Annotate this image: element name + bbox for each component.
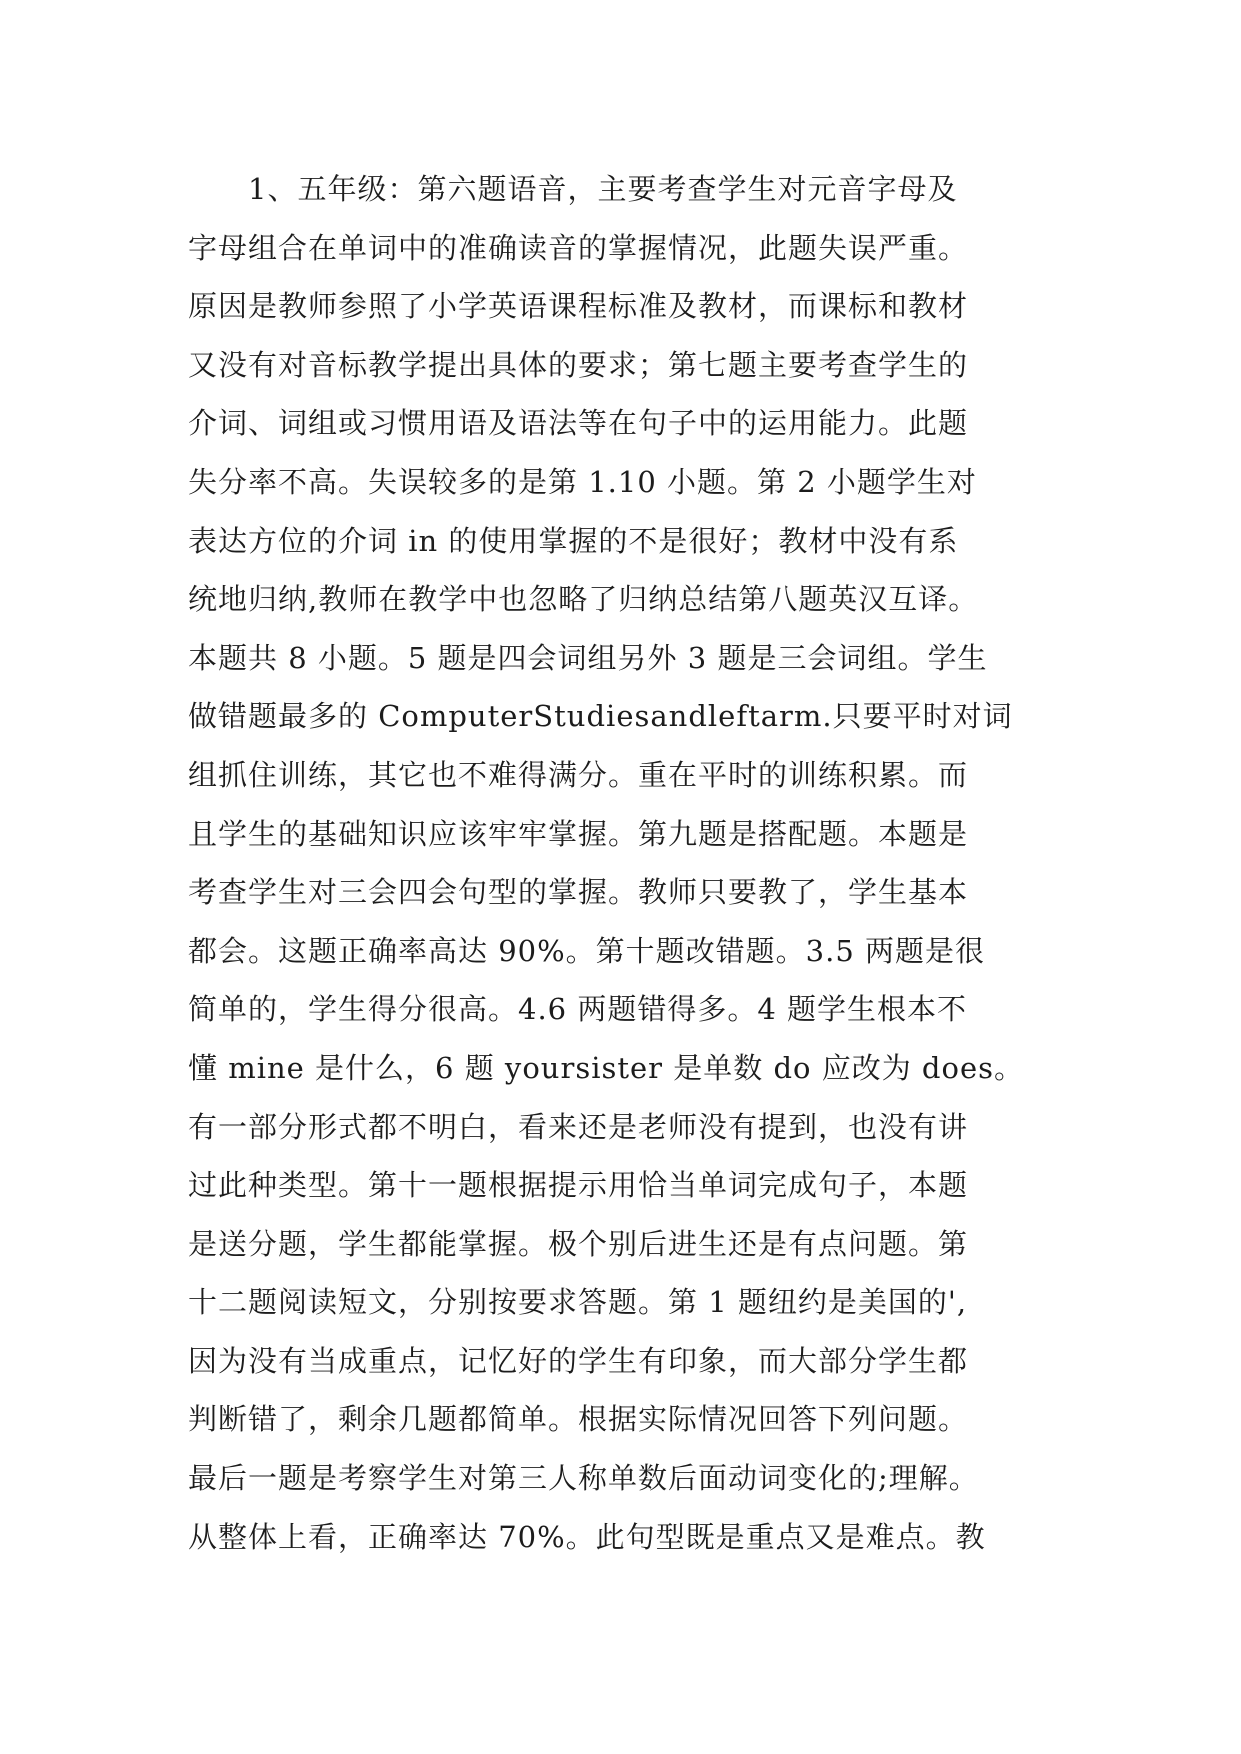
paragraph-line: 1、五年级：第六题语音，主要考查学生对元音字母及 [248,172,958,206]
paragraph-line: 都会。这题正确率高达 90%。第十题改错题。3.5 两题是很 [188,933,986,968]
paragraph-line: 组抓住训练，其它也不难得满分。重在平时的训练积累。而 [188,757,969,792]
paragraph-line: 是送分题，学生都能掌握。极个别后进生还是有点问题。第 [188,1226,969,1261]
paragraph-line: 做错题最多的 ComputerStudiesandleftarm.只要平时对词 [188,699,1013,734]
paragraph-line: 原因是教师参照了小学英语课程标准及教材，而课标和教材 [188,289,969,324]
paragraph-line: 统地归纳,教师在教学中也忽略了归纳总结第八题英汉互译。 [188,582,979,617]
paragraph-line: 表达方位的介词 in 的使用掌握的不是很好；教材中没有系 [188,523,959,558]
paragraph-line: 最后一题是考察学生对第三人称单数后面动词变化的;理解。 [188,1461,979,1496]
paragraph-line: 本题共 8 小题。5 题是四会词组另外 3 题是三会词组。学生 [188,640,988,675]
paragraph-line: 因为没有当成重点，记忆好的学生有印象，而大部分学生都 [188,1343,969,1378]
paragraph-line: 过此种类型。第十一题根据提示用恰当单词完成句子，本题 [188,1168,969,1203]
paragraph-line: 又没有对音标教学提出具体的要求；第七题主要考查学生的 [188,347,969,382]
paragraph-line: 介词、词组或习惯用语及语法等在句子中的运用能力。此题 [188,406,969,441]
paragraph-line: 字母组合在单词中的准确读音的掌握情况，此题失误严重。 [188,230,969,265]
paragraph-line: 从整体上看，正确率达 70%。此句型既是重点又是难点。教 [188,1519,986,1554]
paragraph-line: 且学生的基础知识应该牢牢掌握。第九题是搭配题。本题是 [188,816,969,851]
paragraph-line: 失分率不高。失误较多的是第 1.10 小题。第 2 小题学生对 [188,464,977,499]
paragraph-line: 有一部分形式都不明白，看来还是老师没有提到，也没有讲 [188,1109,969,1144]
paragraph-line: 简单的，学生得分很高。4.6 两题错得多。4 题学生根本不 [188,992,968,1027]
body-paragraph [188,160,1068,1566]
paragraph-line: 懂 mine 是什么，6 题 yoursister 是单数 do 应改为 does。 [188,1050,1025,1085]
paragraph-line: 十二题阅读短文，分别按要求答题。第 1 题纽约是美国的', [188,1285,968,1320]
paragraph-line: 考查学生对三会四会句型的掌握。教师只要教了，学生基本 [188,875,969,910]
paragraph-line: 判断错了，剩余几题都简单。根据实际情况回答下列问题。 [188,1402,969,1437]
